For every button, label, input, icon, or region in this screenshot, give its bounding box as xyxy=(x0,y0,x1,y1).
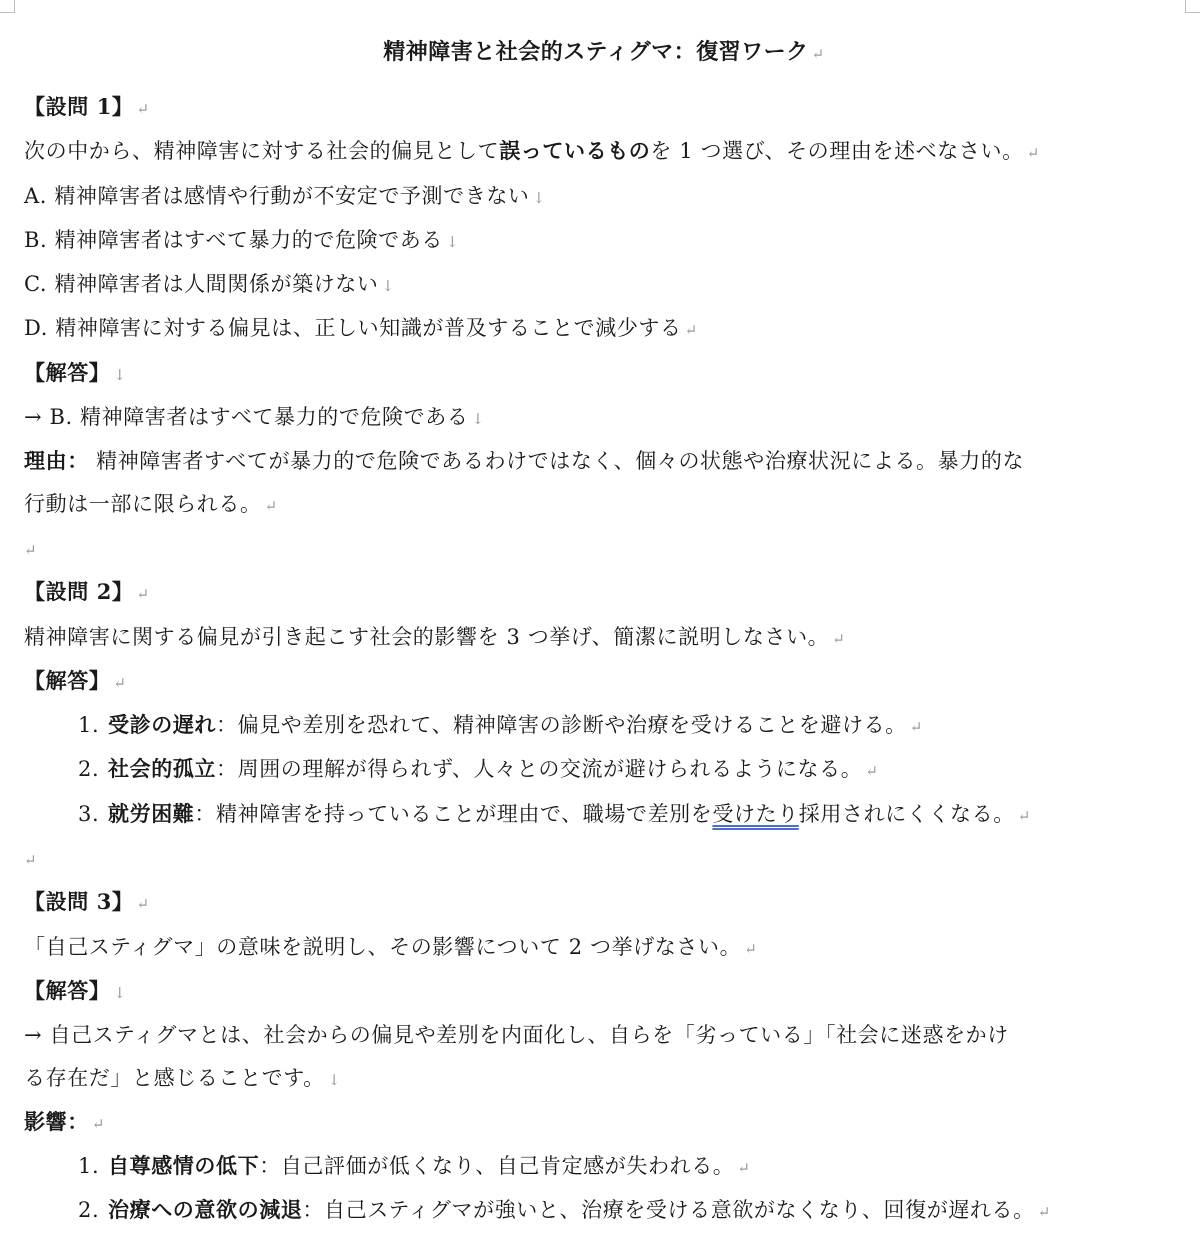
document-title[interactable] xyxy=(24,34,1184,72)
paragraph-mark: ↵ xyxy=(1037,1203,1051,1222)
list-number-text: 1. xyxy=(78,713,100,738)
q1-option-c[interactable] xyxy=(24,263,1184,307)
paragraph-mark: ↵ xyxy=(136,100,150,118)
q1-option-a[interactable] xyxy=(24,175,1184,219)
paragraph-mark: ↵ xyxy=(136,895,150,914)
line-break-mark: ↓ xyxy=(471,410,485,429)
page-corner-mark-left xyxy=(0,0,15,13)
list-item-term: 就労困難 xyxy=(108,800,195,826)
q3-answer-heading-text: 【解答】 xyxy=(24,977,111,1003)
q1-option-c-text: C. 精神障害者は人間関係が築けない xyxy=(24,272,379,297)
q2-heading[interactable] xyxy=(24,571,1184,615)
list-item-content xyxy=(108,793,1031,837)
list-item-text-end: 採用されにくくなる。 xyxy=(798,801,1015,826)
q1-answer-heading-text: 【解答】 xyxy=(24,359,111,385)
q1-heading[interactable] xyxy=(24,86,1184,130)
q1-prompt-start: 次の中から、精神障害に対する社会的偏見として xyxy=(24,139,500,164)
q1-option-b[interactable] xyxy=(24,219,1184,263)
grammar-check-underline[interactable]: 受けたり xyxy=(712,801,799,826)
paragraph-mark: ↵ xyxy=(1026,144,1040,163)
q2-heading-text: 【設問 2】 xyxy=(24,579,134,605)
q1-reason-text-2: 行動は一部に限られる。 xyxy=(24,491,262,516)
q2-answer-heading-text: 【解答】 xyxy=(24,667,111,693)
list-item-text: ：偏見や差別を恐れて、精神障害の診断や治療を受けることを避ける。 xyxy=(216,713,907,738)
list-number-text: 2. xyxy=(78,1198,100,1223)
q1-reason-label: 理由： xyxy=(24,448,89,474)
q1-answer-heading[interactable] xyxy=(24,352,1184,396)
q2-prompt-text: 精神障害に関する偏見が引き起こす社会的影響を 3 つ挙げ、簡潔に説明しなさい。 xyxy=(24,624,830,649)
paragraph-mark: ↵ xyxy=(91,1114,105,1133)
q1-option-b-text: B. 精神障害者はすべて暴力的で危険である xyxy=(24,227,443,252)
title-text: 精神障害と社会的スティグマ：復習ワーク xyxy=(383,39,809,65)
paragraph-mark: ↵ xyxy=(264,496,278,515)
q1-option-d[interactable] xyxy=(24,307,1184,351)
q3-answer-line-2[interactable] xyxy=(24,1057,1184,1101)
q2-answer-heading[interactable] xyxy=(24,660,1184,704)
list-item-term: 自尊感情の低下 xyxy=(108,1153,260,1179)
list-item-content xyxy=(108,1189,1051,1233)
paragraph-mark: ↵ xyxy=(684,321,698,340)
line-break-mark: ↓ xyxy=(445,232,460,251)
paragraph-mark: ↵ xyxy=(744,939,758,958)
q2-prompt[interactable] xyxy=(24,616,1184,660)
paragraph-mark: ↵ xyxy=(136,585,150,604)
list-number xyxy=(24,793,108,837)
line-break-mark: ↓ xyxy=(532,188,546,207)
list-item-content xyxy=(108,704,923,748)
list-item-text: ：自己スティグマが強いと、治療を受ける意欲がなくなり、回復が遅れる。 xyxy=(302,1198,1035,1223)
paragraph-mark: ↵ xyxy=(24,540,38,559)
paragraph-mark: ↵ xyxy=(1017,806,1031,825)
q3-effects-label[interactable] xyxy=(24,1101,1184,1145)
line-break-mark: ↓ xyxy=(327,1070,341,1089)
line-break-mark: ↓ xyxy=(113,365,127,384)
list-item-content xyxy=(108,1145,751,1189)
paragraph-mark: ↵ xyxy=(909,718,923,737)
q3-answer-text-2: る存在だ」と感じることです。 xyxy=(24,1065,325,1090)
page-corner-mark-right xyxy=(1185,0,1200,13)
line-break-mark: ↓ xyxy=(381,277,395,296)
q3-answer-text-1: → 自己スティグマとは、社会からの偏見や差別を内面化し、自らを「劣っている」「社会に迷惑をかけ xyxy=(24,1023,1009,1048)
paragraph-mark: ↵ xyxy=(865,762,879,781)
list-item-term: 受診の遅れ xyxy=(108,712,216,738)
list-number-text: 1. xyxy=(78,1154,100,1179)
q1-reason-line-1[interactable] xyxy=(24,440,1184,482)
q3-effects-label-text: 影響： xyxy=(24,1108,89,1134)
list-item-text: ：自己評価が低くなり、自己肯定感が失われる。 xyxy=(259,1154,735,1179)
list-number xyxy=(24,748,108,792)
paragraph-mark: ↵ xyxy=(737,1159,751,1178)
list-item-term: 社会的孤立 xyxy=(108,756,216,782)
q3-prompt[interactable] xyxy=(24,926,1184,970)
list-number-text: 2. xyxy=(78,757,100,782)
list-item-text: ：周囲の理解が得られず、人々との交流が避けられるようになる。 xyxy=(216,757,863,782)
list-number xyxy=(24,1145,108,1189)
line-break-mark: ↓ xyxy=(113,983,127,1002)
list-item[interactable] xyxy=(24,748,1184,792)
document-page xyxy=(24,34,1184,1234)
q1-answer[interactable] xyxy=(24,396,1184,440)
q3-heading-text: 【設問 3】 xyxy=(24,889,134,915)
q3-heading[interactable] xyxy=(24,881,1184,925)
empty-paragraph[interactable] xyxy=(24,527,1184,571)
q3-prompt-text: 「自己スティグマ」の意味を説明し、その影響について 2 つ挙げなさい。 xyxy=(24,934,742,959)
list-item-text: ：精神障害を持っていることが理由で、職場で差別を xyxy=(194,801,713,826)
list-number-text: 3. xyxy=(78,801,100,826)
q1-prompt-emphasis: 誤っているもの xyxy=(499,138,651,164)
q1-prompt[interactable] xyxy=(24,130,1184,174)
q1-option-a-text: A. 精神障害者は感情や行動が不安定で予測できない xyxy=(24,183,530,208)
list-number xyxy=(24,704,108,748)
q1-answer-text: → B. 精神障害者はすべて暴力的で危険である xyxy=(24,405,469,430)
q3-answer-heading[interactable] xyxy=(24,970,1184,1014)
q1-prompt-end: を 1 つ選び、その理由を述べなさい。 xyxy=(650,139,1024,164)
q3-answer-line-1[interactable] xyxy=(24,1014,1184,1056)
q1-reason-line-2[interactable] xyxy=(24,483,1184,527)
list-item[interactable] xyxy=(24,704,1184,748)
paragraph-mark: ↵ xyxy=(811,45,825,63)
q1-heading-text: 【設問 1】 xyxy=(24,94,134,119)
q1-reason-text-1: 精神障害者すべてが暴力的で危険であるわけではなく、個々の状態や治療状況による。暴力的な xyxy=(88,449,1025,474)
list-item[interactable] xyxy=(24,793,1184,837)
list-item-content xyxy=(108,748,879,792)
paragraph-mark: ↵ xyxy=(113,673,127,692)
list-item-term: 治療への意欲の減退 xyxy=(108,1197,303,1223)
paragraph-mark: ↵ xyxy=(24,851,38,870)
list-item[interactable] xyxy=(24,1145,1184,1189)
list-item[interactable] xyxy=(24,1189,1184,1233)
paragraph-mark: ↵ xyxy=(832,629,846,648)
q1-option-d-text: D. 精神障害に対する偏見は、正しい知識が普及することで減少する xyxy=(24,316,682,341)
list-number xyxy=(24,1189,108,1233)
empty-paragraph[interactable] xyxy=(24,837,1184,881)
